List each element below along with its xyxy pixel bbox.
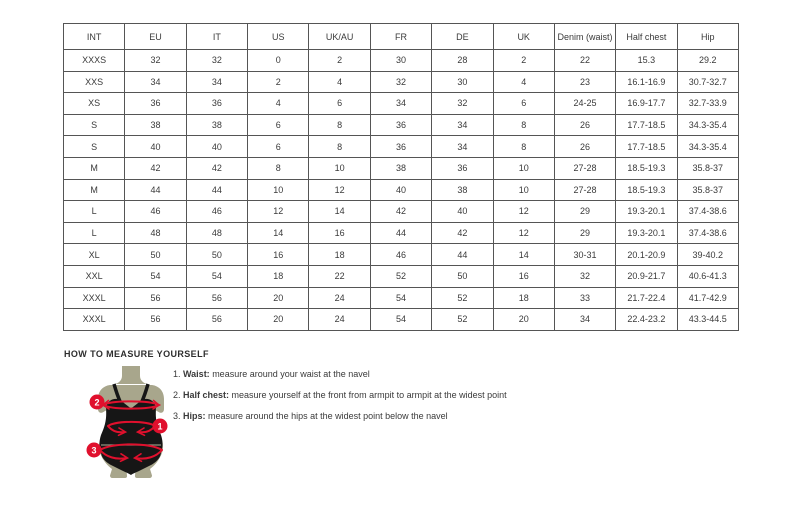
table-cell: 12 (248, 201, 309, 223)
table-row (64, 244, 739, 266)
table-cell: 50 (432, 265, 493, 287)
table-cell: 44 (432, 244, 493, 266)
table-cell: 38 (125, 114, 186, 136)
table-cell: 40 (125, 136, 186, 158)
column-header: Half chest (616, 24, 677, 50)
table-cell: 8 (248, 157, 309, 179)
table-row (64, 222, 739, 244)
chest-marker-number: 2 (94, 397, 100, 408)
table-cell: 10 (493, 157, 554, 179)
table-cell: 22 (309, 265, 370, 287)
table-cell: 22 (554, 50, 615, 72)
table-row (64, 201, 739, 223)
table-cell: 43.3-44.5 (677, 309, 738, 331)
table-cell: 23 (554, 71, 615, 93)
table-cell: 10 (493, 179, 554, 201)
mannequin-neck (115, 366, 147, 384)
instruction-number: 3. (173, 411, 184, 421)
table-cell: 37.4-38.6 (677, 201, 738, 223)
waist-marker-number: 1 (157, 421, 163, 432)
table-cell: 34.3-35.4 (677, 136, 738, 158)
table-cell: 52 (432, 309, 493, 331)
table-cell: 30 (370, 50, 431, 72)
instruction-label: Half chest: (183, 390, 230, 400)
table-cell: 44 (125, 179, 186, 201)
table-cell: 18 (493, 287, 554, 309)
table-cell: 17.7-18.5 (616, 136, 677, 158)
table-cell: 16 (493, 265, 554, 287)
table-cell: 34 (432, 136, 493, 158)
table-row (64, 265, 739, 287)
table-header-row (64, 24, 739, 50)
table-row (64, 157, 739, 179)
table-cell: 32 (432, 93, 493, 115)
table-cell: 32 (125, 50, 186, 72)
table-cell: 19.3-20.1 (616, 201, 677, 223)
table-cell: 27-28 (554, 179, 615, 201)
table-row (64, 50, 739, 72)
table-cell: 54 (370, 309, 431, 331)
table-cell: 6 (248, 136, 309, 158)
table-row (64, 179, 739, 201)
instruction-number: 2. (173, 390, 184, 400)
table-cell: 34 (432, 114, 493, 136)
table-cell: 42 (125, 157, 186, 179)
table-cell: M (64, 157, 125, 179)
table-cell: 44 (370, 222, 431, 244)
table-cell: 20.1-20.9 (616, 244, 677, 266)
table-cell: 29.2 (677, 50, 738, 72)
table-cell: 50 (186, 244, 247, 266)
table-cell: 34 (554, 309, 615, 331)
table-cell: 4 (309, 71, 370, 93)
column-header: IT (186, 24, 247, 50)
table-cell: 2 (309, 50, 370, 72)
table-cell: 34.3-35.4 (677, 114, 738, 136)
table-cell: 17.7-18.5 (616, 114, 677, 136)
table-cell: 20.9-21.7 (616, 265, 677, 287)
table-cell: 24 (309, 309, 370, 331)
table-cell: M (64, 179, 125, 201)
column-header: Denim (waist) (554, 24, 615, 50)
column-header: FR (370, 24, 431, 50)
table-cell: 2 (493, 50, 554, 72)
table-cell: 12 (493, 201, 554, 223)
table-cell: 38 (186, 114, 247, 136)
table-cell: 16.9-17.7 (616, 93, 677, 115)
table-cell: 18 (248, 265, 309, 287)
table-cell: 30 (432, 71, 493, 93)
table-cell: 21.7-22.4 (616, 287, 677, 309)
size-conversion-table (63, 23, 739, 331)
table-cell: 38 (432, 179, 493, 201)
table-cell: 32 (554, 265, 615, 287)
table-cell: 2 (248, 71, 309, 93)
table-header (64, 24, 739, 50)
column-header: Hip (677, 24, 738, 50)
table-cell: 8 (493, 136, 554, 158)
column-header: UK (493, 24, 554, 50)
table-cell: XXXL (64, 309, 125, 331)
table-cell: 4 (248, 93, 309, 115)
table-cell: 10 (309, 157, 370, 179)
swimsuit-body (100, 399, 163, 475)
table-cell: XXL (64, 265, 125, 287)
table-cell: 30-31 (554, 244, 615, 266)
table-cell: 32.7-33.9 (677, 93, 738, 115)
table-cell: 36 (186, 93, 247, 115)
table-cell: 12 (493, 222, 554, 244)
table-cell: 41.7-42.9 (677, 287, 738, 309)
table-cell: 14 (493, 244, 554, 266)
table-cell: 52 (432, 287, 493, 309)
table-row (64, 71, 739, 93)
table-cell: 6 (493, 93, 554, 115)
table-row (64, 114, 739, 136)
table-cell: 36 (370, 136, 431, 158)
table-row (64, 136, 739, 158)
table-cell: 50 (125, 244, 186, 266)
table-cell: 40.6-41.3 (677, 265, 738, 287)
table-cell: 24 (309, 287, 370, 309)
table-cell: 8 (309, 114, 370, 136)
table-cell: 27-28 (554, 157, 615, 179)
table-cell: 56 (125, 309, 186, 331)
table-cell: S (64, 136, 125, 158)
table-cell: 54 (370, 287, 431, 309)
table-row (64, 93, 739, 115)
table-cell: 54 (186, 265, 247, 287)
table-cell: 46 (370, 244, 431, 266)
table-cell: 15.3 (616, 50, 677, 72)
table-cell: 18 (309, 244, 370, 266)
table-cell: 42 (370, 201, 431, 223)
table-cell: 56 (125, 287, 186, 309)
table-cell: 6 (309, 93, 370, 115)
table-cell: L (64, 222, 125, 244)
table-cell: L (64, 201, 125, 223)
table-cell: 56 (186, 287, 247, 309)
table-cell: 48 (186, 222, 247, 244)
table-cell: 0 (248, 50, 309, 72)
table-cell: 20 (493, 309, 554, 331)
table-body (64, 50, 739, 331)
table-cell: 20 (248, 287, 309, 309)
table-cell: 34 (370, 93, 431, 115)
column-header: DE (432, 24, 493, 50)
table-cell: 6 (248, 114, 309, 136)
table-cell: 20 (248, 309, 309, 331)
table-cell: 44 (186, 179, 247, 201)
table-cell: 8 (493, 114, 554, 136)
table-cell: 35.8-37 (677, 157, 738, 179)
table-cell: 34 (186, 71, 247, 93)
table-cell: XXS (64, 71, 125, 93)
table-cell: 46 (125, 201, 186, 223)
table-cell: 30.7-32.7 (677, 71, 738, 93)
table-cell: 12 (309, 179, 370, 201)
table-row (64, 309, 739, 331)
table-cell: 26 (554, 136, 615, 158)
instruction-line (173, 364, 507, 385)
table-cell: 8 (309, 136, 370, 158)
table-cell: XXXL (64, 287, 125, 309)
table-cell: 29 (554, 222, 615, 244)
table-cell: 52 (370, 265, 431, 287)
table-cell: 14 (248, 222, 309, 244)
table-cell: 36 (370, 114, 431, 136)
table-cell: 10 (248, 179, 309, 201)
instruction-text: measure yourself at the front from armpit to armpit at the widest point (229, 390, 507, 400)
table-cell: 56 (186, 309, 247, 331)
table-cell: 19.3-20.1 (616, 222, 677, 244)
column-header: UK/AU (309, 24, 370, 50)
table-cell: 33 (554, 287, 615, 309)
table-cell: 18.5-19.3 (616, 179, 677, 201)
table-cell: 29 (554, 201, 615, 223)
instruction-text: measure around your waist at the navel (209, 369, 370, 379)
measure-instructions (173, 364, 507, 427)
instruction-label: Hips: (183, 411, 206, 421)
column-header: INT (64, 24, 125, 50)
table-row (64, 287, 739, 309)
table-cell: S (64, 114, 125, 136)
instruction-line (173, 406, 507, 427)
table-cell: 24-25 (554, 93, 615, 115)
table-cell: 40 (370, 179, 431, 201)
table-cell: 32 (186, 50, 247, 72)
table-cell: 39-40.2 (677, 244, 738, 266)
table-cell: 4 (493, 71, 554, 93)
table-cell: XS (64, 93, 125, 115)
hip-marker-number: 3 (91, 445, 97, 456)
table-cell: 32 (370, 71, 431, 93)
table-cell: 35.8-37 (677, 179, 738, 201)
table-cell: 46 (186, 201, 247, 223)
table-cell: 40 (432, 201, 493, 223)
table-cell: 42 (186, 157, 247, 179)
table-cell: 42 (432, 222, 493, 244)
column-header: EU (125, 24, 186, 50)
table-cell: 37.4-38.6 (677, 222, 738, 244)
instruction-line (173, 385, 507, 406)
table-cell: XXXS (64, 50, 125, 72)
table-cell: 40 (186, 136, 247, 158)
table-cell: 16 (309, 222, 370, 244)
table-cell: 22.4-23.2 (616, 309, 677, 331)
table-cell: 16.1-16.9 (616, 71, 677, 93)
instruction-text: measure around the hips at the widest point below the navel (205, 411, 448, 421)
instruction-label: Waist: (183, 369, 210, 379)
table-cell: 14 (309, 201, 370, 223)
measure-section-heading: HOW TO MEASURE YOURSELF (64, 349, 209, 359)
table-cell: 18.5-19.3 (616, 157, 677, 179)
table-cell: XL (64, 244, 125, 266)
table-cell: 16 (248, 244, 309, 266)
column-header: US (248, 24, 309, 50)
table-cell: 36 (125, 93, 186, 115)
table-cell: 38 (370, 157, 431, 179)
instruction-number: 1. (173, 369, 184, 379)
table-cell: 28 (432, 50, 493, 72)
table-cell: 26 (554, 114, 615, 136)
table-cell: 48 (125, 222, 186, 244)
table-cell: 34 (125, 71, 186, 93)
table-cell: 54 (125, 265, 186, 287)
table-cell: 36 (432, 157, 493, 179)
